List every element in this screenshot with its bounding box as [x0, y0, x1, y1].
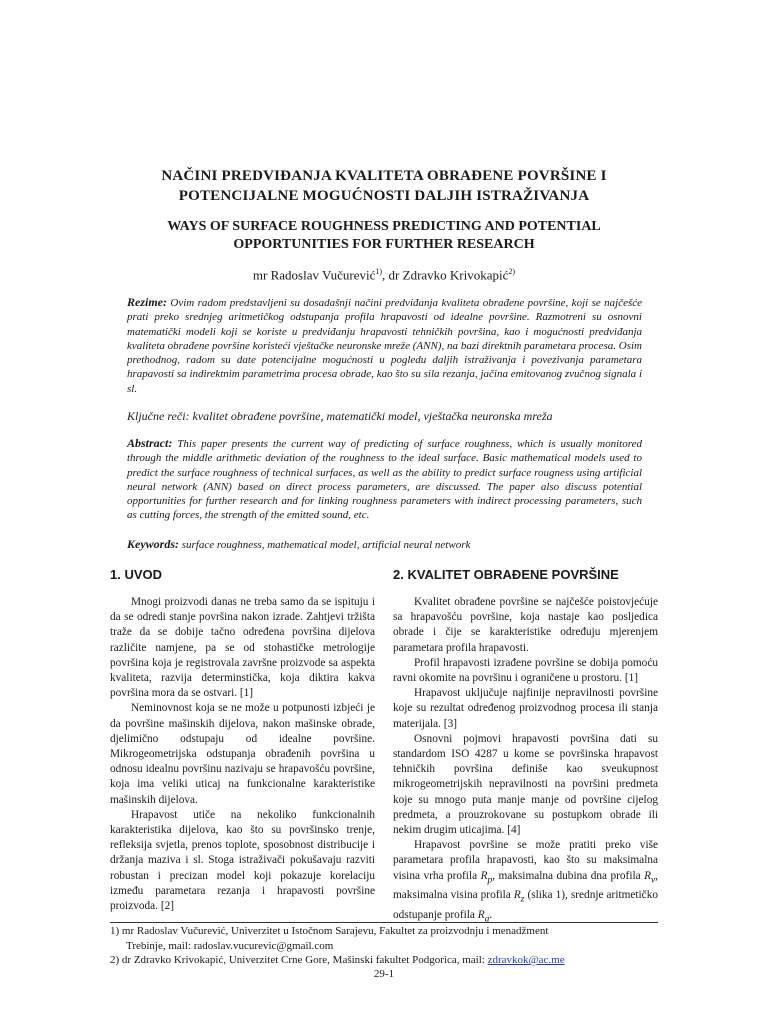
title-serbian: [110, 166, 658, 206]
footnote-2-text: 2) dr Zdravko Krivokapić, Univerzitet Crne Gore, Mašinski fakultet Podgorica, mail:: [110, 954, 488, 966]
title-english-line-1: WAYS OF SURFACE ROUGHNESS PREDICTING AND POTENTIAL: [167, 219, 601, 234]
right-column: [393, 595, 658, 927]
paragraph: Kvalitet obrađene površine se najčešće poistovjećuje sa hrapavošću površine, koja nastaje kao posljedica obrade i čije se karakteristike određuju mjerenjem parametara profila hrapavosti.: [393, 596, 658, 654]
symbol-rp: R: [480, 869, 488, 882]
title-english: [110, 218, 658, 254]
footnote-1: [110, 924, 670, 953]
footnote-1-line-2: Trebinje, mail: radoslav.vucurevic@gmail.com: [126, 939, 334, 952]
kljucne-reci-label: Ključne reči:: [127, 409, 190, 423]
footnote-2: [110, 953, 670, 968]
symbol-rz: R: [513, 889, 521, 902]
text-run: , maksimalna visina profila: [393, 869, 658, 902]
symbol-rz-sub: z: [520, 894, 525, 905]
page-number: 29-1: [373, 968, 395, 980]
keywords: [127, 537, 642, 552]
paragraph: Hrapavost uključuje najfinije nepravilnosti površine koje su rezultat određenog proizvodnog procesa ili stanja materijala. [3]: [393, 687, 658, 730]
footnotes: [110, 924, 670, 968]
text-run: (slika 1), srednje aritmetičko odstupanje profila: [393, 889, 658, 921]
rezime-label: Rezime:: [127, 295, 167, 309]
paragraph: Profil hrapavosti izrađene površine se dobija pomoću ravni okomite na površinu i ograničene u prostoru. [1]: [393, 656, 658, 685]
author-2: dr Zdravko Krivokapić: [388, 267, 509, 283]
english-abstract: [127, 436, 642, 523]
abstract-text: This paper presents the current way of predicting of surface roughness, which is usually monitored through the middle arithmetic deviation of the roughness to the ideal surface. Basic mathematical models used to predict the surface roughness of technical surfaces, as well as the ability to predict surface rougness using artificial neural network (ANN) based on direct process parameters, are discussed. The paper also discuss potential opportunities for further research and for linking roughness parameters with indirect processing parameters, such as cutting forces, the strength of the emitted sound, etc.: [127, 438, 642, 522]
section-2-heading: 2. KVALITET OBRAĐENE POVRŠINE: [393, 567, 619, 582]
author-separator: ,: [382, 267, 389, 283]
author-1-affiliation-mark: 1): [375, 267, 383, 276]
title-serbian-line-2: POTENCIJALNE MOGUĆNOSTI DALJIH ISTRAŽIVANJA: [178, 188, 590, 204]
symbol-rv-sub: v: [650, 874, 656, 885]
keywords-text: surface roughness, mathematical model, artificial neural network: [179, 539, 471, 551]
authors: [110, 264, 658, 283]
paragraph: Hrapavost utiče na nekoliko funkcionalnih karakteristika dijelova, kao što su površinsko trenje, refleksija svjetla, prenos toplote, sposobnost distribucije i držanja maziva i sl. Stoga istraživači pokušavaju razviti robustan i precizan model koji pokazuje korelaciju između parametara rezanja i hrapavosti površine proizvoda. [2]: [110, 808, 375, 913]
text-run: .: [489, 908, 493, 921]
left-column: [110, 595, 375, 914]
footnote-separator: [110, 922, 658, 923]
symbol-ra: R: [477, 908, 485, 921]
symbol-rp-sub: p: [487, 874, 493, 885]
paragraph: Neminovnost koja se ne može u potpunosti izbjeći je da površine mašinskih dijelova, nakon mašinske obrade, djelimično odstupaju od idealne površine. Mikrogeometrijska odstupanja obrađenih površina u odnosu idealnu površinu nazivaju se hrapavošću površine, koja ima veliki uticaj na funkcionalne karakteristike mašinskih dijelova.: [110, 702, 375, 806]
kljucne-reci: [127, 409, 642, 423]
symbol-rv: R: [644, 869, 651, 882]
abstract-label: Abstract:: [127, 436, 173, 450]
section-1-heading: 1. UVOD: [110, 567, 163, 582]
author-1: mr Radoslav Vučurević: [252, 267, 376, 283]
rezime-abstract: [127, 295, 642, 396]
keywords-label: Keywords:: [127, 537, 179, 551]
symbol-ra-sub: a: [484, 913, 490, 924]
text-run: , maksimalna dubina dna profila: [492, 869, 645, 882]
footnote-1-line-1: 1) mr Radoslav Vučurević, Univerzitet u Istočnom Sarajevu, Fakultet za proizvodnju i menadžment: [110, 925, 549, 937]
paragraph: Mnogi proizvodi danas ne treba samo da se ispituju i da se odredi stanje površina nakon izrade. Zahtjevi tržišta traže da se dobije tačno određena površina dijelova različite namjene, pa se od stohastičke metrologije površina koja je registrovala završne proizvode sa aspekta kvaliteta, razvija determinstička, koja diktira kakva površina mora da se ostvari. [1]: [110, 596, 375, 700]
title-serbian-line-1: NAČINI PREDVIĐANJA KVALITETA OBRAĐENE POVRŠINE I: [161, 168, 607, 184]
rezime-text: Ovim radom predstavljeni su dosadašnji načini predviđanja kvaliteta obrađene površine, koji se najčešće prati preko srednjeg aritmetičkog odstupanja profila hrapavosti od idealne površine. Razmotreni su osnovni matematički modeli koji se koriste u predviđanju hrapavosti tehničkih površina, kao i mogućnosti predviđanja kvaliteta obrađene površine koristeći vještačke neuronske mreže (ANN), na bazi direktnih parametara procesa. Osim prethodnog, radom su date potencijalne mogućnosti u pogledu daljih istraživanja i povezivanja parametara hrapavosti sa indirektnim parametrima procesa obrade, kao što su sila rezanja, jačina emitovanog zvučnog signala i sl.: [127, 297, 642, 395]
text-run: Hrapavost površine se može pratiti preko više parametara profila hrapavosti, kao što su maksimalna visina vrha profila: [393, 839, 658, 882]
paragraph: [393, 838, 658, 927]
footnote-2-email-link[interactable]: zdravkok@ac.me: [487, 954, 565, 966]
author-2-affiliation-mark: 2): [508, 267, 516, 276]
title-english-line-2: OPPORTUNITIES FOR FURTHER RESEARCH: [233, 237, 535, 252]
kljucne-reci-text: kvalitet obrađene površine, matematički model, vještačka neuronska mreža: [189, 409, 553, 423]
paragraph: Osnovni pojmovi hrapavosti površina dati su standardom ISO 4287 u kome se površinska hrapavost tehničkih površina definiše kao sveukupnost mikrogeometrijskih nepravilnosti na površini predmeta koje su mnogo puta manje manje od površine cijelog predmeta, a prouzrokovane su postupkom obrade ili nekim drugim uticajima. [4]: [393, 732, 658, 837]
